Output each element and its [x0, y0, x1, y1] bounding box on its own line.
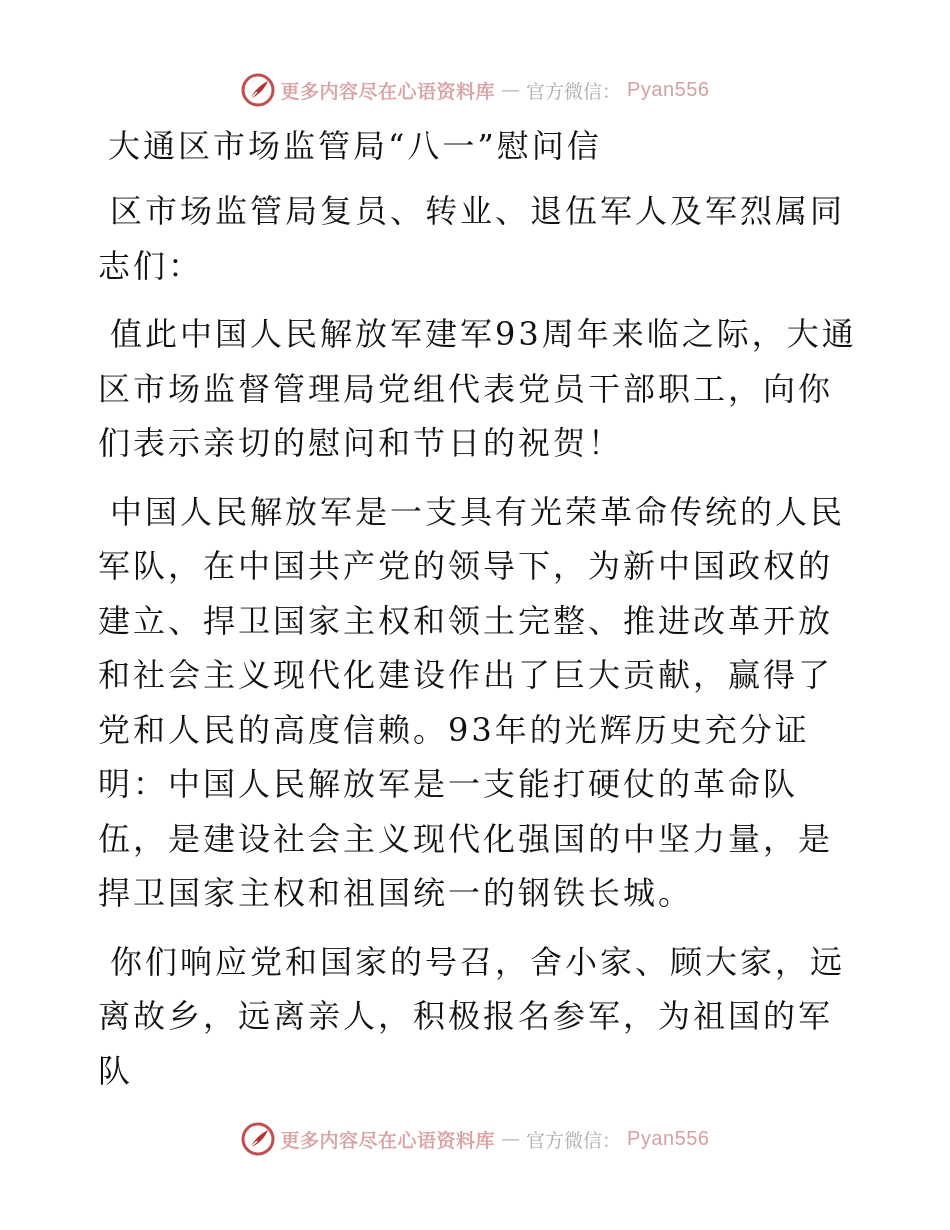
- body-paragraph: 你们响应党和国家的号召，舍小家、顾大家，远离故乡，远离亲人，积极报名参军，为祖国的军队: [98, 942, 846, 1090]
- document-body: [98, 122, 858, 1098]
- document-title: 大通区市场监管局“八一”慰问信: [108, 127, 602, 165]
- watermark-header: [0, 70, 950, 110]
- watermark-wechat-id: Pyan556: [627, 1127, 710, 1150]
- watermark-brand: 更多内容尽在心语资料库: [280, 1129, 496, 1152]
- body-paragraph: 中国人民解放军是一支具有光荣革命传统的人民军队，在中国共产党的领导下，为新中国政权的建立、捍卫国家主权和领土完整、推进改革开放和社会主义现代化建设作出了巨大贡献，赢得了党和人民的高度信赖。93年的光辉历史充分证明：中国人民解放军是一支能打硬仗的革命队伍，是建设社会主义现代化强国的中坚力量，是捍卫国家主权和祖国统一的钢铁长城。: [98, 492, 846, 912]
- body-paragraph: 值此中国人民解放军建军93周年来临之际，大通区市场监督管理局党组代表党员干部职工，向你们表示亲切的慰问和节日的祝贺！: [98, 315, 857, 462]
- watermark-dash: —: [501, 79, 521, 101]
- quill-logo-icon: [241, 73, 275, 107]
- salutation-paragraph: 区市场监管局复员、转业、退伍军人及军烈属同志们：: [98, 192, 846, 285]
- watermark-label: 官方微信：: [526, 1129, 622, 1152]
- watermark-wechat-id: Pyan556: [627, 78, 710, 101]
- quill-logo-icon: [241, 1122, 275, 1156]
- watermark-brand: 更多内容尽在心语资料库: [280, 80, 496, 103]
- watermark-label: 官方微信：: [526, 80, 622, 103]
- watermark-dash: —: [501, 1128, 521, 1150]
- watermark-footer: [0, 1119, 950, 1159]
